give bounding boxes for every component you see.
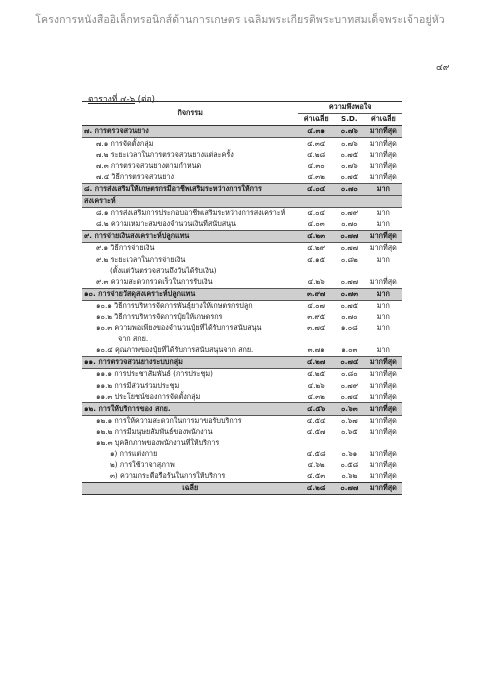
row-level: มาก: [376, 311, 390, 321]
row-sd: ๐.๗๓: [334, 288, 365, 300]
row-mean: ๔.๒๘: [307, 149, 326, 159]
table-row: [82, 449, 402, 460]
satisfaction-table: [82, 101, 402, 495]
row-sd: ๐.๗๗: [340, 243, 359, 253]
row-level: มากที่สุด: [369, 391, 397, 401]
row-label: จาก สกย.: [118, 334, 149, 344]
row-level: มาก: [376, 300, 390, 310]
row-mean: ๓.๙๗: [298, 288, 334, 300]
row-level: มากที่สุด: [369, 415, 397, 425]
row-level: มาก: [376, 219, 390, 229]
table-row: [82, 471, 402, 483]
row-sd: ๐.๗๐: [341, 311, 358, 321]
table-row: [82, 415, 402, 427]
row-label: ๑๑.๓ ประโยชน์ของการจัดตั้งกลุ่ม: [96, 391, 201, 401]
row-sd: ๐.๗๕: [340, 300, 359, 310]
col-mean-header: ค่าเฉลี่ย: [298, 114, 334, 126]
row-mean: ๔.๖๒: [307, 460, 325, 470]
row-label: ๗.๒ ระยะเวลาในการตรวจสวนยางแต่ละครั้ง: [96, 149, 234, 159]
row-level: มาก: [365, 288, 402, 300]
table-row: [82, 300, 402, 312]
row-level: มากที่สุด: [369, 149, 397, 159]
row-level: มาก: [376, 323, 390, 333]
row-label: สงเคราะห์: [82, 195, 298, 207]
row-mean: [298, 265, 334, 276]
row-level: มากที่สุด: [369, 138, 397, 148]
col-activity-header: กิจกรรม: [82, 102, 298, 126]
row-sd: ๐.๗๗: [340, 276, 359, 286]
row-mean: [298, 195, 334, 207]
table-row: [82, 483, 402, 495]
table-caption-suffix: (ต่อ): [134, 95, 155, 105]
page-number: ๔๙: [436, 63, 450, 73]
row-sd: ๐.๘๐: [341, 369, 358, 379]
table-row: [82, 345, 402, 357]
col-sd-header: S.D.: [334, 114, 365, 126]
row-level: มากที่สุด: [369, 160, 397, 170]
row-mean: ๔.๒๘: [298, 483, 334, 495]
row-mean: ๔.๐๗: [307, 300, 325, 310]
row-sd: ๐.๖๑: [341, 449, 358, 459]
table-row: [82, 312, 402, 323]
row-mean: ๔.๓๔: [307, 138, 326, 148]
table-row: [82, 126, 402, 138]
row-level: มากที่สุด: [365, 403, 402, 415]
row-sd: ๐.๗๔: [334, 357, 365, 369]
row-level: มากที่สุด: [369, 449, 397, 459]
row-sd: ๐.๗๔: [340, 391, 359, 401]
row-sd: ๐.๗๖: [334, 126, 365, 138]
document-header: โครงการหนังสืออิเล็กทรอนิกส์ด้านการเกษตร เฉลิมพระเกียรติพระบาทสมเด็จพระเจ้าอยู่หัว: [35, 14, 445, 26]
row-label: ๑๒. การให้บริการของ สกย.: [82, 403, 298, 415]
row-sd: ๐.๗๐: [341, 219, 358, 229]
row-sd: ๐.๖๗: [341, 415, 358, 425]
row-mean: ๔.๒๕: [307, 369, 326, 379]
row-level: มาก: [376, 254, 390, 264]
row-label: ๗. การตรวจสวนยาง: [82, 126, 298, 138]
table-row: [82, 160, 402, 171]
row-level: มากที่สุด: [365, 483, 402, 495]
row-label: ๑๑.๑ การประชาสัมพันธ์ (การประชุม): [96, 369, 213, 379]
row-mean: ๔.๕๗: [306, 426, 326, 436]
row-level: มากที่สุด: [369, 171, 397, 181]
row-label: ๓) ความกระตือรือร้นในการให้บริการ: [110, 471, 226, 481]
row-label: ๑๒.๓ บุคลิกภาพของพนักงานที่ให้บริการ: [96, 438, 220, 448]
row-mean: ๓.๙๕: [307, 311, 326, 321]
table-row: [82, 323, 402, 334]
row-mean: ๔.๒๙: [307, 243, 326, 253]
row-label: ๗.๑ การจัดตั้งกลุ่ม: [96, 138, 154, 148]
table-row: [82, 427, 402, 438]
row-level: มากที่สุด: [369, 471, 397, 481]
table-row: [82, 357, 402, 369]
row-sd: [334, 334, 365, 345]
row-level: [365, 438, 402, 449]
row-level: มากที่สุด: [365, 126, 402, 138]
table-row: [82, 243, 402, 255]
table-row: [82, 183, 402, 195]
row-level: มาก: [376, 345, 390, 355]
row-label: ๒) การใช้วาจาสุภาพ: [110, 460, 175, 470]
table-row: [82, 403, 402, 415]
table-row: [82, 138, 402, 150]
row-mean: ๔.๓๒: [307, 171, 325, 181]
row-label: ๙.๓ ความสะดวกรวดเร็วในการรับเงิน: [96, 276, 213, 286]
table-row: [82, 460, 402, 471]
row-level: [365, 265, 402, 276]
row-sd: ๐.๘๒: [340, 254, 358, 264]
row-label: ๑๐.๑ วิธีการบริหารจัดการพันธุ์ยางให้เกษตรกรปลูก: [96, 300, 253, 310]
row-sd: ๐.๗๖: [341, 138, 358, 148]
row-label: ๗.๓ การตรวจสวนยางตามกำหนด: [96, 160, 202, 170]
row-mean: ๔.๕๖: [298, 403, 334, 415]
row-mean: ๓.๗๑: [307, 345, 325, 355]
row-level: มากที่สุด: [369, 460, 397, 470]
row-sd: ๐.๖๓: [334, 403, 365, 415]
row-label: ๑๑.๒ การมีส่วนร่วมประชุม: [96, 380, 180, 390]
row-level: มากที่สุด: [369, 243, 397, 253]
row-level: มากที่สุด: [365, 231, 402, 243]
table-row: [82, 172, 402, 184]
row-label: ๑๑. การตรวจสวนยางระบบกลุ่ม: [82, 357, 298, 369]
table-row: [82, 195, 402, 207]
row-mean: ๔.๒๖: [307, 380, 325, 390]
row-level: มากที่สุด: [365, 357, 402, 369]
col-level-header: ค่าเฉลี่ย: [365, 114, 402, 126]
row-level: มาก: [365, 183, 402, 195]
table-row: [82, 380, 402, 391]
row-mean: ๓.๗๔: [307, 323, 326, 333]
table-row: [82, 254, 402, 265]
table-row: [82, 369, 402, 381]
row-mean: ๔.๓๒: [307, 391, 325, 401]
row-label: ๑) การแต่งกาย: [110, 449, 158, 459]
row-label: ๑๒.๒ การมีมนุษยสัมพันธ์ของพนักงาน: [96, 426, 213, 436]
row-sd: ๐.๗๙: [340, 208, 358, 218]
row-label: ๙.๑ วิธีการจ่ายเงิน: [96, 243, 155, 253]
row-sd: ๑.๐๘: [340, 323, 358, 333]
row-sd: ๐.๗๗: [334, 483, 365, 495]
row-mean: ๔.๐๔: [298, 183, 334, 195]
row-sd: ๐.๖๕: [340, 426, 358, 436]
row-mean: ๔.๕๓: [307, 471, 326, 481]
row-label: ๘. การส่งเสริมให้เกษตรกรมีอาชีพเสริมระหว่างการให้การ: [82, 183, 298, 195]
table-row: [82, 438, 402, 449]
row-sd: ๐.๗๙: [340, 380, 358, 390]
row-mean: ๔.๒๗: [298, 357, 334, 369]
row-mean: ๔.๒๓: [298, 231, 334, 243]
row-sd: ๐.๕๘: [340, 460, 359, 470]
table-row: [82, 149, 402, 160]
row-label: ๑๒.๑ การให้ความสะดวกในการมาขอรับบริการ: [96, 415, 242, 425]
row-sd: ๐.๗๐: [334, 183, 365, 195]
row-level: มาก: [376, 208, 390, 218]
row-mean: ๔.๑๕: [307, 254, 326, 264]
row-sd: ๐.๗๕: [340, 171, 359, 181]
row-level: มากที่สุด: [369, 369, 397, 379]
row-mean: ๔.๒๖: [307, 276, 325, 286]
col-satisfaction-header: ความพึงพอใจ: [298, 102, 402, 114]
table-row: [82, 276, 402, 288]
row-sd: [334, 195, 365, 207]
row-mean: ๔.๓๑: [298, 126, 334, 138]
table-row: [82, 219, 402, 231]
row-mean: ๔.๐๓: [307, 219, 325, 229]
table-row: [82, 334, 402, 345]
row-level: มากที่สุด: [369, 426, 397, 436]
row-sd: ๐.๗๗: [334, 231, 365, 243]
table-row: [82, 391, 402, 403]
row-sd: ๐.๗๖: [341, 160, 358, 170]
table-row: [82, 207, 402, 219]
row-label: ๑๐.๒ วิธีการบริหารจัดการปุ๋ยให้เกษตรกร: [96, 311, 223, 321]
row-mean: [298, 438, 334, 449]
row-sd: [334, 438, 365, 449]
row-label: ๘.๑ การส่งเสริมการประกอบอาชีพเสริมระหว่างการสงเคราะห์: [96, 208, 286, 218]
row-label: ๙.๒ ระยะเวลาในการจ่ายเงิน: [96, 254, 186, 264]
row-label: ๘.๒ ความเหมาะสมของจำนวนเงินที่สนับสนุน: [96, 219, 236, 229]
row-label: ๙. การจ่ายเงินสงเคราะห์ปลูกแทน: [82, 231, 298, 243]
row-level: มากที่สุด: [369, 276, 397, 286]
table-row: [82, 231, 402, 243]
row-level: [365, 334, 402, 345]
table-caption-label: ตารางที่ ๔-๖: [88, 95, 135, 105]
row-mean: [298, 334, 334, 345]
row-label: (ตั้งแต่วันตรวจสวนถึงวันได้รับเงิน): [110, 265, 217, 275]
row-label: ๗.๔ วิธีการตรวจสวนยาง: [96, 171, 174, 181]
row-label: ๑๐.๔ คุณภาพของปุ๋ยที่ได้รับการสนับสนุนจาก สกย.: [96, 345, 254, 355]
row-sd: ๐.๗๕: [340, 149, 359, 159]
table-row: [82, 288, 402, 300]
row-mean: ๔.๕๔: [306, 415, 326, 425]
row-sd: [334, 265, 365, 276]
row-mean: ๔.๓๐: [307, 160, 325, 170]
row-label: ๑๐.๓ ความพอเพียงของจำนวนปุ๋ยที่ได้รับการสนับสนุน: [96, 323, 262, 333]
row-label: เฉลี่ย: [82, 483, 298, 495]
row-mean: ๔.๕๘: [306, 449, 326, 459]
table-row: [82, 265, 402, 276]
row-mean: ๔.๐๔: [307, 208, 325, 218]
row-sd: ๑.๐๓: [341, 345, 358, 355]
row-sd: ๐.๖๒: [341, 471, 358, 481]
table-body: [82, 126, 402, 495]
row-level: มากที่สุด: [369, 380, 397, 390]
row-label: ๑๐. การจ่ายวัสดุสงเคราะห์ปลูกแทน: [82, 288, 298, 300]
row-level: [365, 195, 402, 207]
